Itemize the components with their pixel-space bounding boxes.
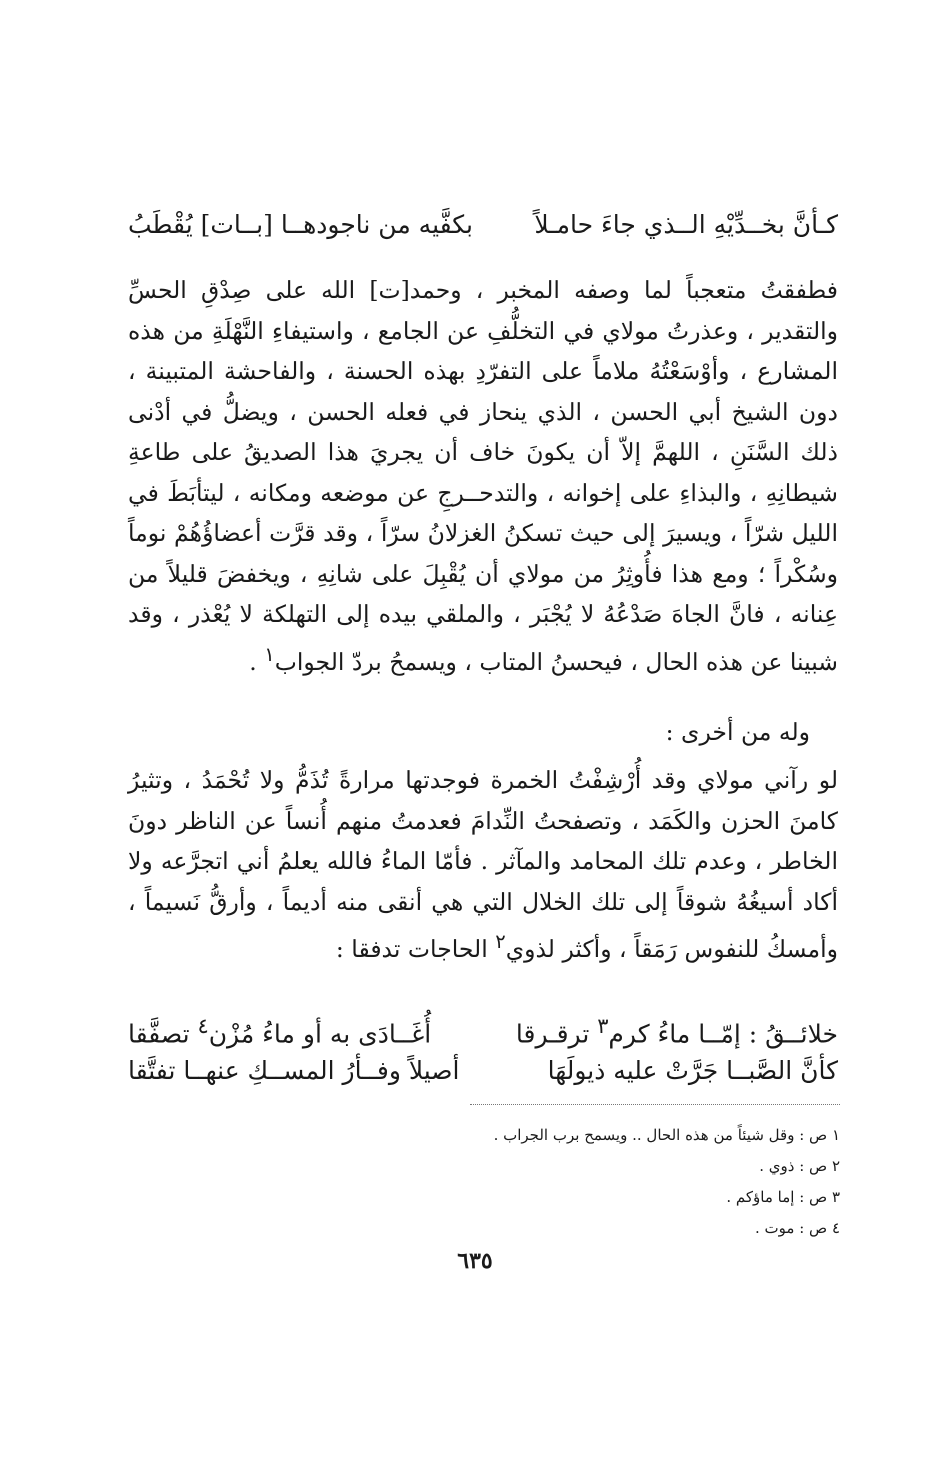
- verse-line-1: [128, 210, 838, 239]
- verse-2-second-hemistich: [128, 1014, 431, 1048]
- footnote-2: ٢ ص : ذوي .: [759, 1157, 840, 1175]
- verse-3-second-hemistich: أصيلاً وفــأرُ المســكِ عنهــا تفتَّقا: [128, 1056, 460, 1085]
- paragraph-1-end: .: [249, 647, 265, 676]
- footnote-ref-4: ٤: [197, 1014, 209, 1038]
- footnote-ref-1: ١: [264, 642, 275, 666]
- paragraph-2: [128, 760, 838, 969]
- footnote-ref-2: ٢: [495, 930, 506, 953]
- verse-2-second-tail: تصفَّقا: [128, 1019, 198, 1049]
- paragraph-2-tail: الحاجات تدفقا :: [335, 934, 496, 963]
- verse-1-first-hemistich: كـأنَّ بخــدِّيْهِ الــذي جاءَ حامـلاً: [534, 210, 838, 239]
- verse-1-second-hemistich: بكفَّيه من ناجودهــا [بــات] يُقْطَبُ: [128, 210, 474, 239]
- verse-line-3: [128, 1056, 838, 1085]
- footnote-1: ١ ص : وقل شيئاً من هذه الحال .. ويسمح برب الجراب .: [493, 1126, 840, 1144]
- verse-2-first-text: خلائــقُ : إمّــا ماءُ كرم: [608, 1019, 838, 1049]
- verse-2-first-tail: ترقـرقا: [515, 1019, 598, 1049]
- verse-line-2: [128, 1014, 838, 1048]
- footnote-ref-3: ٣: [597, 1014, 609, 1038]
- page-number: ٦٣٥: [457, 1248, 493, 1274]
- footnote-4: ٤ ص : موت .: [755, 1219, 840, 1237]
- verse-3-first-hemistich: كأنَّ الصَّبــا جَرَّتْ عليه ذيولَهَا: [547, 1056, 838, 1085]
- paragraph-1: [128, 270, 838, 682]
- paragraph-2-text: لو رآني مولاي وقد أُرْشِفْتُ الخمرة فوجدتها مرارةً تُذَمُّ ولا تُحْمَدُ ، وتثيرُ كامنَ الحزن والكَمَد ، وتصفحتُ النِّدامَ فعدمتُ منهم أُنساً عن الناظر دونَ الخاطر ، وعدم تلك المحامد والمآثر . فأمّا الماءُ فالله يعلمُ أني اتجرَّعه ولا أكاد أسيغُهُ شوقاً إلى تلك الخلال التي هي أنقى منه أديماً ، وأرقُّ نَسيماً ، وأمسكُ للنفوس رَمَقاً ، وأكثر لذوي: [128, 766, 838, 963]
- section-heading: وله من أخرى :: [665, 718, 810, 746]
- verse-2-first-hemistich: [516, 1014, 838, 1048]
- footnote-divider: [470, 1104, 840, 1105]
- verse-2-second-text: أُغَــادَى به أو ماءُ مُزْن: [208, 1019, 432, 1049]
- paragraph-1-text: فطفقتُ متعجباً لما وصفه المخبر ، وحمد[ت] الله على صِدْقِ الحسِّ والتقدير ، وعذرتُ مولاي في التخلُّفِ عن الجامع ، واستيفاءِ النَّهْلَةِ من هذه المشارع ، وأوْسَعْتُهُ ملاماً على التفرّدِ بهذه الحسنة ، والفاحشة المتبينة ، دون الشيخ أبي الحسن ، الذي ينحاز في فعله الحسن ، ويضلُّ في أدْنى ذلك السَّنَنِ ، اللهمَّ إلاّ أن يكونَ خاف أن يجريَ هذا الصديقُ على طاعةِ شيطانِهِ ، والبذاءِ على إخوانه ، والتدحــرجِ عن موضعه ومكانه ، ليتأبَطَ في الليل شرّاً ، ويسيرَ إلى حيث تسكنُ الغزلانُ سرّاً ، وقد قرَّت أعضاؤُهُمْ نوماً وسُكْراً ؛ ومع هذا فأُوثِرُ من مولاي أن يُقْبِلَ على شانِهِ ، ويخفضَ قليلاً من عِنانه ، فانَّ الجاهَ صَدْعُهُ لا يُجْبَر ، والملقي بيده إلى التهلكة لا يُعْذر ، وقد شبينا عن هذه الحال ، فيحسنُ المتاب ، ويسمحُ بردّ الجواب: [128, 276, 838, 676]
- footnote-3: ٣ ص : إما ماؤكم .: [726, 1188, 840, 1206]
- footnotes-list: [420, 1120, 840, 1244]
